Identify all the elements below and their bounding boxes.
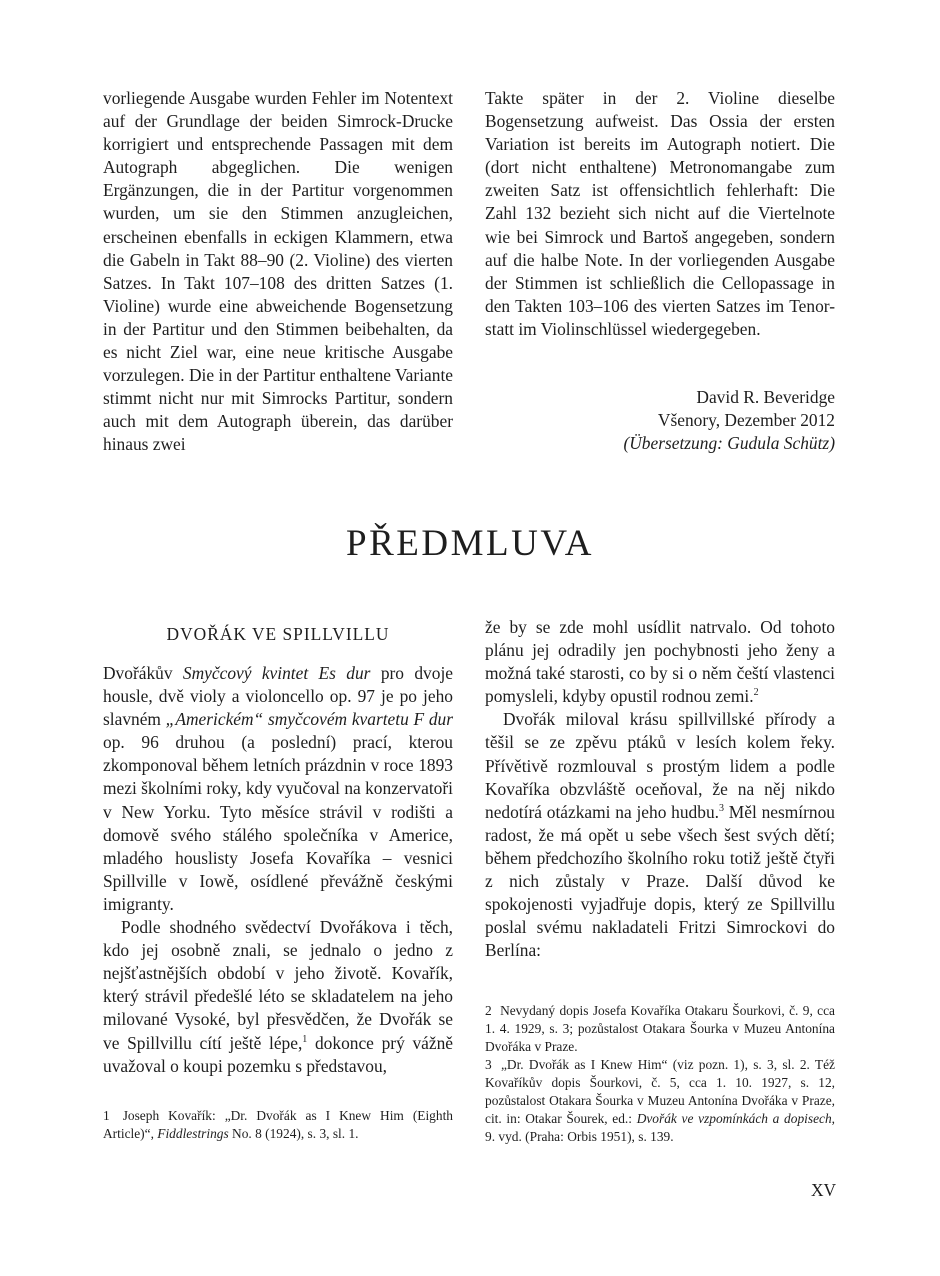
footnote bbox=[103, 1107, 453, 1143]
footnote-ref: 3 bbox=[719, 802, 724, 814]
text-run: Měl nesmírnou radost, že má opět u sebe všech šest svých dětí; během předchozího školního roku totiž ještě čtyři z nich zůstaly v Praze. Další důvod ke spokojenosti vyjadřuje dopis, který ze Spillvillu poslal svému nakladateli Fritzi Simrockovi do Berlína: bbox=[485, 801, 835, 961]
page-title: PŘEDMLUVA bbox=[346, 523, 594, 564]
publication-title: Dvořák ve vzpomínkách a dopisech bbox=[636, 1111, 832, 1126]
footnote-ref: 1 bbox=[302, 1033, 308, 1045]
text-run: dokonce prý vážně uvažoval o koupi pozemku s představou, bbox=[103, 1032, 453, 1076]
text-run: Nevydaný dopis Josefa Kovaříka Otakaru Šourkovi, č. 9, cca 1. 4. 1929, s. 3; pozůstalost Otakara Šourka v Muzeu Antonína Dvořáka v Praze. bbox=[485, 1003, 835, 1054]
publication-title: Fiddlestrings bbox=[157, 1126, 229, 1141]
footnotes-left bbox=[103, 1107, 453, 1143]
footnotes-right bbox=[485, 1002, 835, 1146]
signature-author: David R. Beveridge bbox=[696, 387, 835, 407]
text-run: že by se zde mohl usídlit natrvalo. Od tohoto plánu jej odradily jen pochybnosti jeho ženy a možná také starosti, co by si o něm čeští vlastenci pomysleli, kdyby opustil rodnou zemi. bbox=[485, 617, 835, 707]
text-run: Joseph Kovařík: „Dr. Dvořák as I Knew Him (Eighth Article)“, bbox=[103, 1108, 453, 1141]
paragraph: vorliegende Ausgabe wurden Fehler im Notentext auf der Grundlage der beiden Simrock-Drucke korrigiert und entsprechende Passagen mit dem Autograph abgeglichen. Die wenigen Ergänzungen, die in der Partitur vorgenommen wurden, um sie den Stimmen anzugleichen, erscheinen ebenfalls in eckigen Klammern, etwa die Gabeln in Takt 88–90 (2. Violine) des vierten Satzes. In Takt 107–108 des dritten Satzes (1. Violine) wurde eine abweichende Bogensetzung in der Partitur und den Stimmen beibehalten, da es nicht Ziel war, eine neue kritische Ausgabe vorzulegen. Die in der Partitur enthaltene Variante stimmt nicht nur mit Simrocks Partitur, sondern auch mit dem Autograph überein, das darüber hinaus zwei bbox=[103, 88, 453, 455]
page-number: XV bbox=[811, 1180, 837, 1200]
czech-text-right-column bbox=[485, 616, 835, 962]
signature-translation bbox=[623, 432, 835, 455]
work-title: „Americkém“ smyčcovém kvartetu F dur bbox=[165, 709, 453, 730]
footnote-number: 2 bbox=[485, 1003, 492, 1018]
text-run: Dvořákův bbox=[103, 663, 183, 683]
work-title: Smyčcový kvintet Es dur bbox=[182, 663, 371, 683]
text-run: „Dr. Dvořák as I Knew Him“ (viz pozn. 1), s. 3, sl. 2. Též Kovaříkův dopis Šourkovi, č. 5, cca 1. 10. 1927, s. 12, pozůstalost Otakara Šourka v Muzeu Antonína Dvořáka v Praze, cit. in: Otakar Šourek, ed.: bbox=[485, 1057, 835, 1126]
paragraph bbox=[103, 662, 453, 916]
czech-text-left-column bbox=[103, 662, 453, 1078]
text-run: , 9. vyd. (Praha: Orbis 1951), s. 139. bbox=[485, 1111, 836, 1144]
section-heading: DVOŘÁK VE SPILLVILLU bbox=[166, 624, 390, 644]
paragraph bbox=[485, 616, 835, 708]
german-text-right-column bbox=[485, 87, 835, 341]
text-run: Dvořák miloval krásu spillvillské přírody a těšil se ze zpěvu ptáků v lesích kolem řeky. Přívětivě rozmlouval s prostým lidem a podle Kovaříka obzvláště oceňoval, že na něj nikdo nedotírá otázkami na jeho hudbu. bbox=[485, 709, 835, 822]
paragraph: Takte später in der 2. Violine dieselbe Bogensetzung aufweist. Das Ossia der ersten Variation ist bereits im Autograph notiert. Die (dort nicht enthaltene) Metronomangabe zum zweiten Satz ist offensichtlich fehlerhaft: Die Zahl 132 bezieht sich nicht auf die Viertelnote wie bei Simrock und Bartoš angegeben, sondern auf die halbe Note. In der vorliegenden Ausgabe der Stimmen ist schließlich die Cellopassage in den Takten 103–106 des vierten Satzes im Tenor- statt im Violinschlüssel wiedergegeben. bbox=[485, 88, 835, 339]
translation-credit: (Übersetzung: Gudula Schütz) bbox=[623, 433, 835, 454]
text-run: Podle shodného svědectví Dvořákova i těch, kdo jej osobně znali, se jednalo o jedno z nejšťastnějších období v jeho životě. Kovařík, který strávil předešlé léto se skladatelem na jeho milované Vysoké, byl přesvědčen, že Dvořák se ve Spillvillu cítí ještě lépe, bbox=[103, 917, 453, 1053]
text-run: pro dvoje housle, dvě violy a violoncello op. 97 je po jeho slavném bbox=[103, 663, 453, 730]
signature-place-date: Všenory, Dezember 2012 bbox=[657, 410, 835, 431]
paragraph bbox=[103, 916, 453, 1078]
footnote-number: 3 bbox=[485, 1057, 492, 1072]
german-text-left-column bbox=[103, 87, 453, 457]
footnote-ref: 2 bbox=[753, 687, 759, 699]
footnote bbox=[485, 1056, 835, 1146]
text-run: No. 8 (1924), s. 3, sl. 1. bbox=[228, 1126, 359, 1141]
footnote bbox=[485, 1002, 835, 1056]
text-run: op. 96 druhou (a poslední) prací, kterou zkomponoval během letních prázdnin v roce 1893 mezi školními roky, kdy vyučoval na konzervatoři v New Yorku. Tyto měsíce strávil v rodišti a domově svého stálého společníka v Americe, mladého houslisty Josefa Kovaříka – vesnici Spillville v Iowě, osídlené převážně českými imigranty. bbox=[103, 732, 453, 914]
signature-block bbox=[623, 386, 835, 455]
paragraph bbox=[485, 708, 835, 962]
footnote-number: 1 bbox=[103, 1108, 110, 1123]
